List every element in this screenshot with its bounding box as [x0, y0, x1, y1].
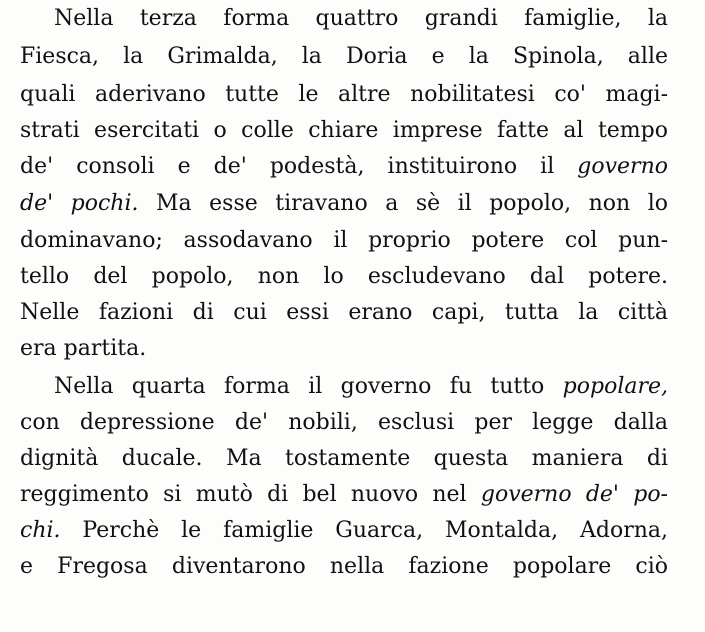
text-line	[20, 478, 668, 512]
text-line	[20, 332, 146, 366]
text-line	[20, 224, 668, 258]
text-segment: dignità ducale. Ma tostamente questa maniera di	[20, 446, 668, 471]
text-segment: Fiesca, la Grimalda, la Doria e la Spinola, alle	[20, 44, 668, 69]
text-line	[54, 2, 668, 36]
text-line	[20, 114, 668, 148]
text-segment: tello del popolo, non lo escludevano dal potere.	[20, 264, 668, 289]
italic-segment: chi.	[20, 518, 61, 543]
text-line	[20, 78, 668, 112]
text-segment: Nelle fazioni di cui essi erano capi, tutta la città	[20, 300, 668, 325]
text-segment: Ma esse tiravano a sè il popolo, non lo	[138, 191, 668, 216]
text-segment: Nella terza forma quattro grandi famiglie, la	[54, 6, 668, 31]
text-line	[20, 406, 668, 440]
text-line	[20, 260, 668, 294]
text-line	[20, 187, 668, 221]
text-line	[20, 40, 668, 74]
italic-segment: governo	[577, 154, 668, 179]
text-line	[20, 550, 668, 584]
text-segment: Perchè le famiglie Guarca, Montalda, Adorna,	[60, 518, 668, 543]
text-segment: con depressione de' nobili, esclusi per legge dalla	[20, 410, 668, 435]
text-segment: Nella quarta forma il governo fu tutto	[54, 374, 563, 399]
text-line	[20, 296, 668, 330]
text-segment: quali aderivano tutte le altre nobilitatesi co' magi-	[20, 82, 668, 107]
text-line	[20, 514, 668, 548]
text-segment: dominavano; assodavano il proprio potere col pun-	[20, 228, 668, 253]
text-segment: de' consoli e de' podestà, instituirono il	[20, 154, 578, 179]
text-segment: e Fregosa diventarono nella fazione popolare ciò	[20, 554, 668, 579]
italic-segment: popolare,	[562, 374, 668, 399]
text-segment: era partita.	[20, 336, 147, 361]
text-segment: strati esercitati o colle chiare imprese fatte al tempo	[20, 118, 668, 143]
text-line	[54, 370, 668, 404]
italic-segment: governo de' po-	[480, 482, 668, 507]
text-segment: reggimento si mutò di bel nuovo nel	[20, 482, 481, 507]
text-line	[20, 442, 668, 476]
text-line	[20, 150, 668, 184]
italic-segment: de' pochi.	[20, 191, 139, 216]
